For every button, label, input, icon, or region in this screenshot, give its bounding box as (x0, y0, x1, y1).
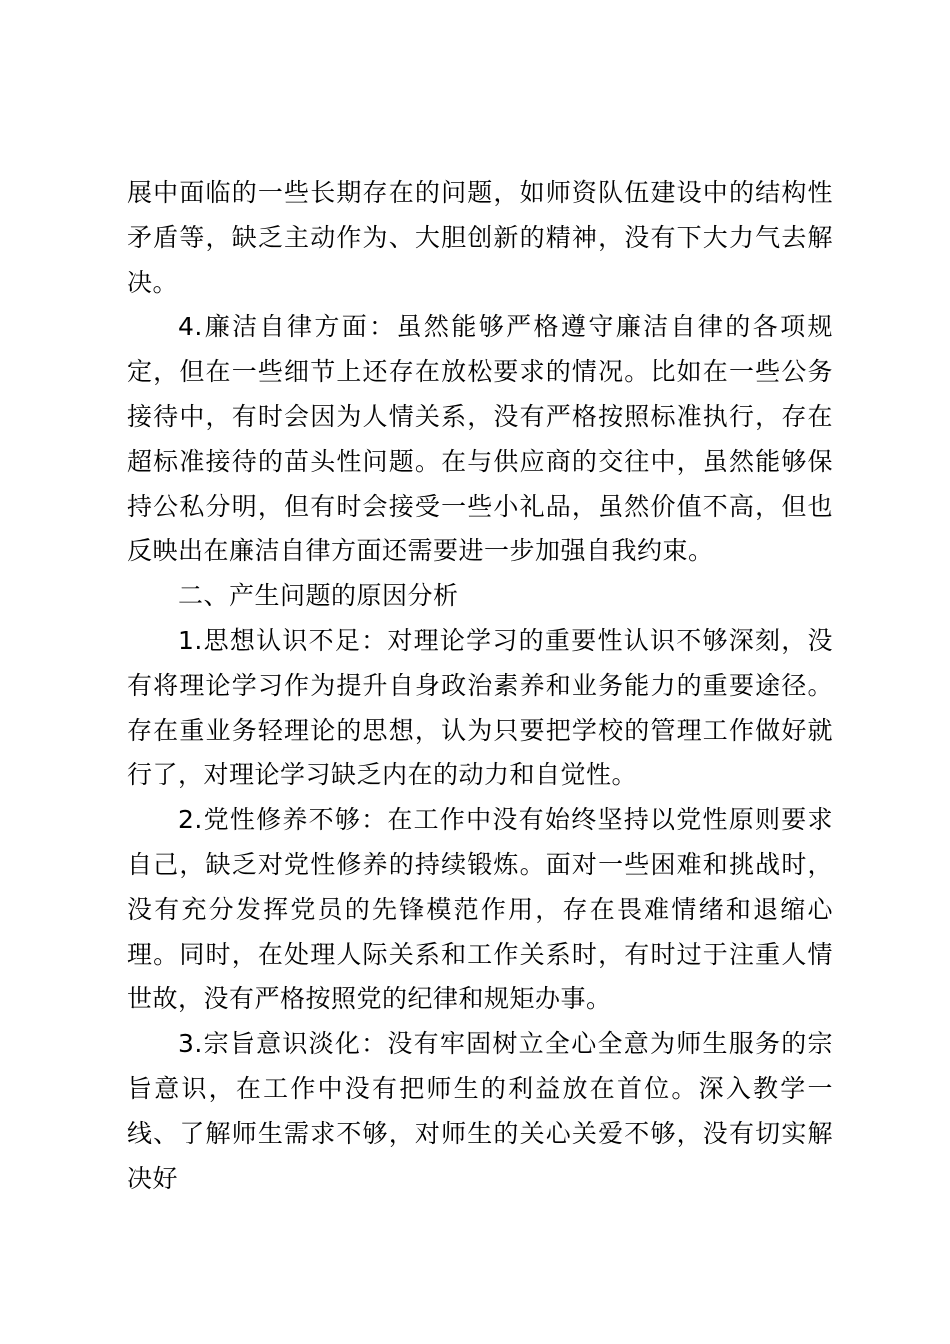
paragraph-service-purpose: 3.宗旨意识淡化：没有牢固树立全心全意为师生服务的宗旨意识，在工作中没有把师生的利益放在首位。深入教学一线、了解师生需求不够，对师生的关心关爱不够，没有切实解决好 (127, 1029, 833, 1193)
paragraph-party-spirit: 2.党性修养不够：在工作中没有始终坚持以党性原则要求自己，缺乏对党性修养的持续锻炼。面对一些困难和挑战时，没有充分发挥党员的先锋模范作用，存在畏难情绪和退缩心理。同时，在处理人际关系和工作关系时，有时过于注重人情世故，没有严格按照党的纪律和规矩办事。 (127, 805, 833, 1014)
paragraph-integrity: 4.廉洁自律方面：虽然能够严格遵守廉洁自律的各项规定，但在一些细节上还存在放松要求的情况。比如在一些公务接待中，有时会因为人情关系，没有严格按照标准执行，存在超标准接待的苗头性问题。在与供应商的交往中，虽然能够保持公私分明，但有时会接受一些小礼品，虽然价值不高，但也反映出在廉洁自律方面还需要进一步加强自我约束。 (127, 312, 833, 566)
section-heading-cause-analysis: 二、产生问题的原因分析 (178, 581, 459, 611)
paragraph-ideological-awareness: 1.思想认识不足：对理论学习的重要性认识不够深刻，没有将理论学习作为提升自身政治素养和业务能力的重要途径。存在重业务轻理论的思想，认为只要把学校的管理工作做好就行了，对理论学习缺乏内在的动力和自觉性。 (127, 625, 833, 790)
document-page (127, 171, 833, 1201)
paragraph-continuation: 展中面临的一些长期存在的问题，如师资队伍建设中的结构性矛盾等，缺乏主动作为、大胆创新的精神，没有下大力气去解决。 (127, 178, 833, 297)
